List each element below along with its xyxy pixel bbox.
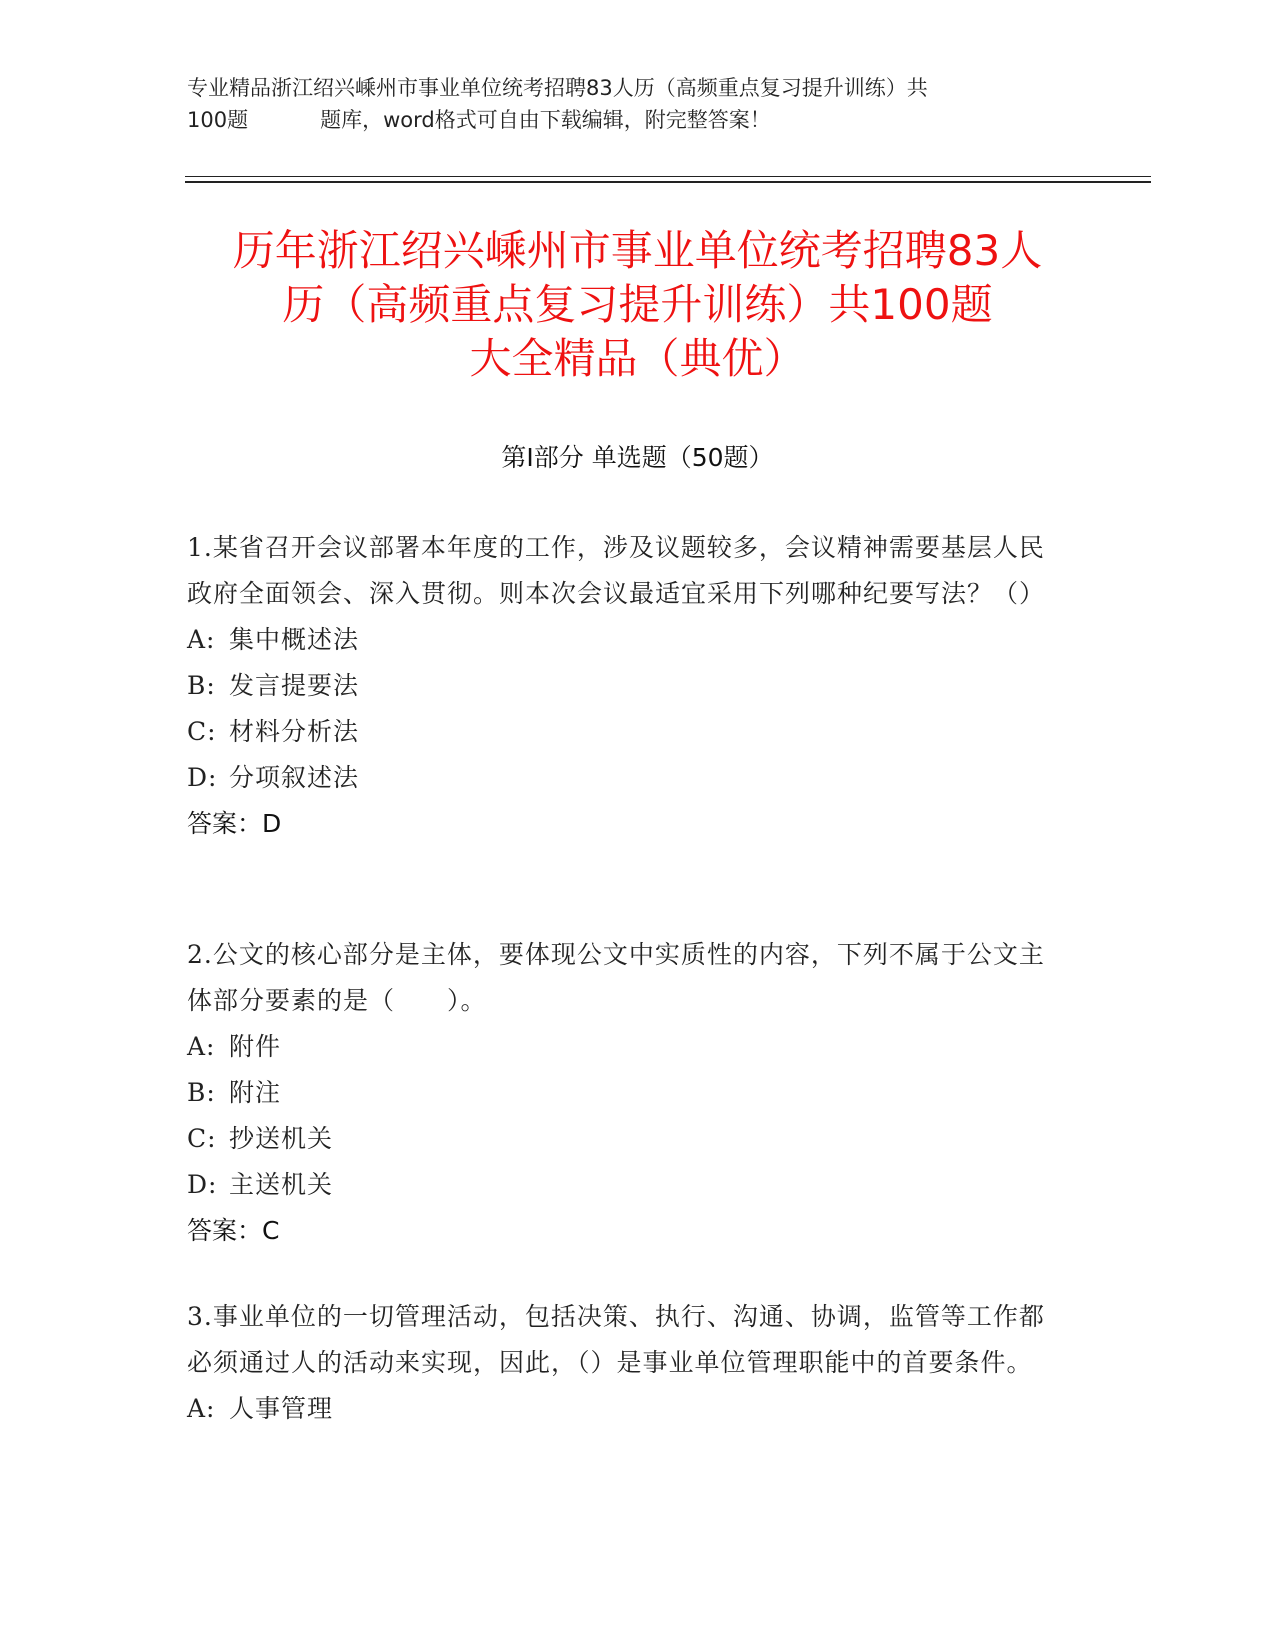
option-text: 主送机关 bbox=[229, 1170, 334, 1199]
question-stem: 2.公文的核心部分是主体，要体现公文中实质性的内容，下列不属于公文主体部分要素的是（ ）。 bbox=[187, 940, 1045, 1015]
option-b bbox=[187, 663, 1067, 709]
option-label: D: bbox=[187, 1170, 218, 1199]
header-divider-thick bbox=[185, 181, 1151, 183]
header-line-2 bbox=[187, 104, 1087, 136]
title-line-2: 历（高频重点复习提升训练）共100题 bbox=[282, 280, 993, 329]
option-label: C: bbox=[187, 717, 217, 746]
option-a bbox=[187, 617, 1067, 663]
question-1 bbox=[187, 525, 1067, 847]
document-title bbox=[160, 224, 1115, 386]
question-stem: 3.事业单位的一切管理活动，包括决策、执行、沟通、协调，监管等工作都必须通过人的活动来实现，因此，（）是事业单位管理职能中的首要条件。 bbox=[187, 1302, 1045, 1377]
header-divider-thin bbox=[185, 176, 1151, 177]
header-line-2-prefix: 100题 bbox=[187, 108, 249, 132]
question-3 bbox=[187, 1294, 1067, 1432]
option-label: C: bbox=[187, 1124, 217, 1153]
option-label: B: bbox=[187, 1078, 216, 1107]
option-label: A: bbox=[187, 1394, 216, 1423]
option-text: 附件 bbox=[229, 1032, 282, 1061]
option-text: 分项叙述法 bbox=[229, 763, 360, 792]
header-line-1: 专业精品浙江绍兴嵊州市事业单位统考招聘83人历（高频重点复习提升训练）共 bbox=[187, 76, 928, 100]
option-text: 材料分析法 bbox=[229, 717, 360, 746]
title-line-3: 大全精品（典优） bbox=[469, 334, 806, 383]
document-header bbox=[187, 72, 1087, 136]
question-stem: 1.某省召开会议部署本年度的工作，涉及议题较多，会议精神需要基层人民政府全面领会、深入贯彻。则本次会议最适宜采用下列哪种纪要写法？（） bbox=[187, 533, 1046, 608]
option-text: 发言提要法 bbox=[229, 671, 360, 700]
option-c bbox=[187, 709, 1067, 755]
option-d bbox=[187, 755, 1067, 801]
option-text: 抄送机关 bbox=[229, 1124, 334, 1153]
option-label: B: bbox=[187, 671, 216, 700]
answer-line: 答案：D bbox=[187, 809, 282, 838]
option-b bbox=[187, 1070, 1067, 1116]
answer-line: 答案：C bbox=[187, 1216, 280, 1245]
option-label: D: bbox=[187, 763, 218, 792]
question-2 bbox=[187, 932, 1067, 1254]
option-a bbox=[187, 1024, 1067, 1070]
option-c bbox=[187, 1116, 1067, 1162]
option-label: A: bbox=[187, 1032, 216, 1061]
title-line-1: 历年浙江绍兴嵊州市事业单位统考招聘83人 bbox=[232, 226, 1043, 275]
option-d bbox=[187, 1162, 1067, 1208]
option-text: 人事管理 bbox=[229, 1394, 334, 1423]
option-label: A: bbox=[187, 625, 216, 654]
option-text: 附注 bbox=[229, 1078, 282, 1107]
header-line-2-text: 题库，word格式可自由下载编辑，附完整答案！ bbox=[320, 108, 771, 132]
option-a bbox=[187, 1386, 1067, 1432]
option-text: 集中概述法 bbox=[229, 625, 360, 654]
section-heading: 第Ⅰ部分 单选题（50题） bbox=[501, 443, 774, 472]
